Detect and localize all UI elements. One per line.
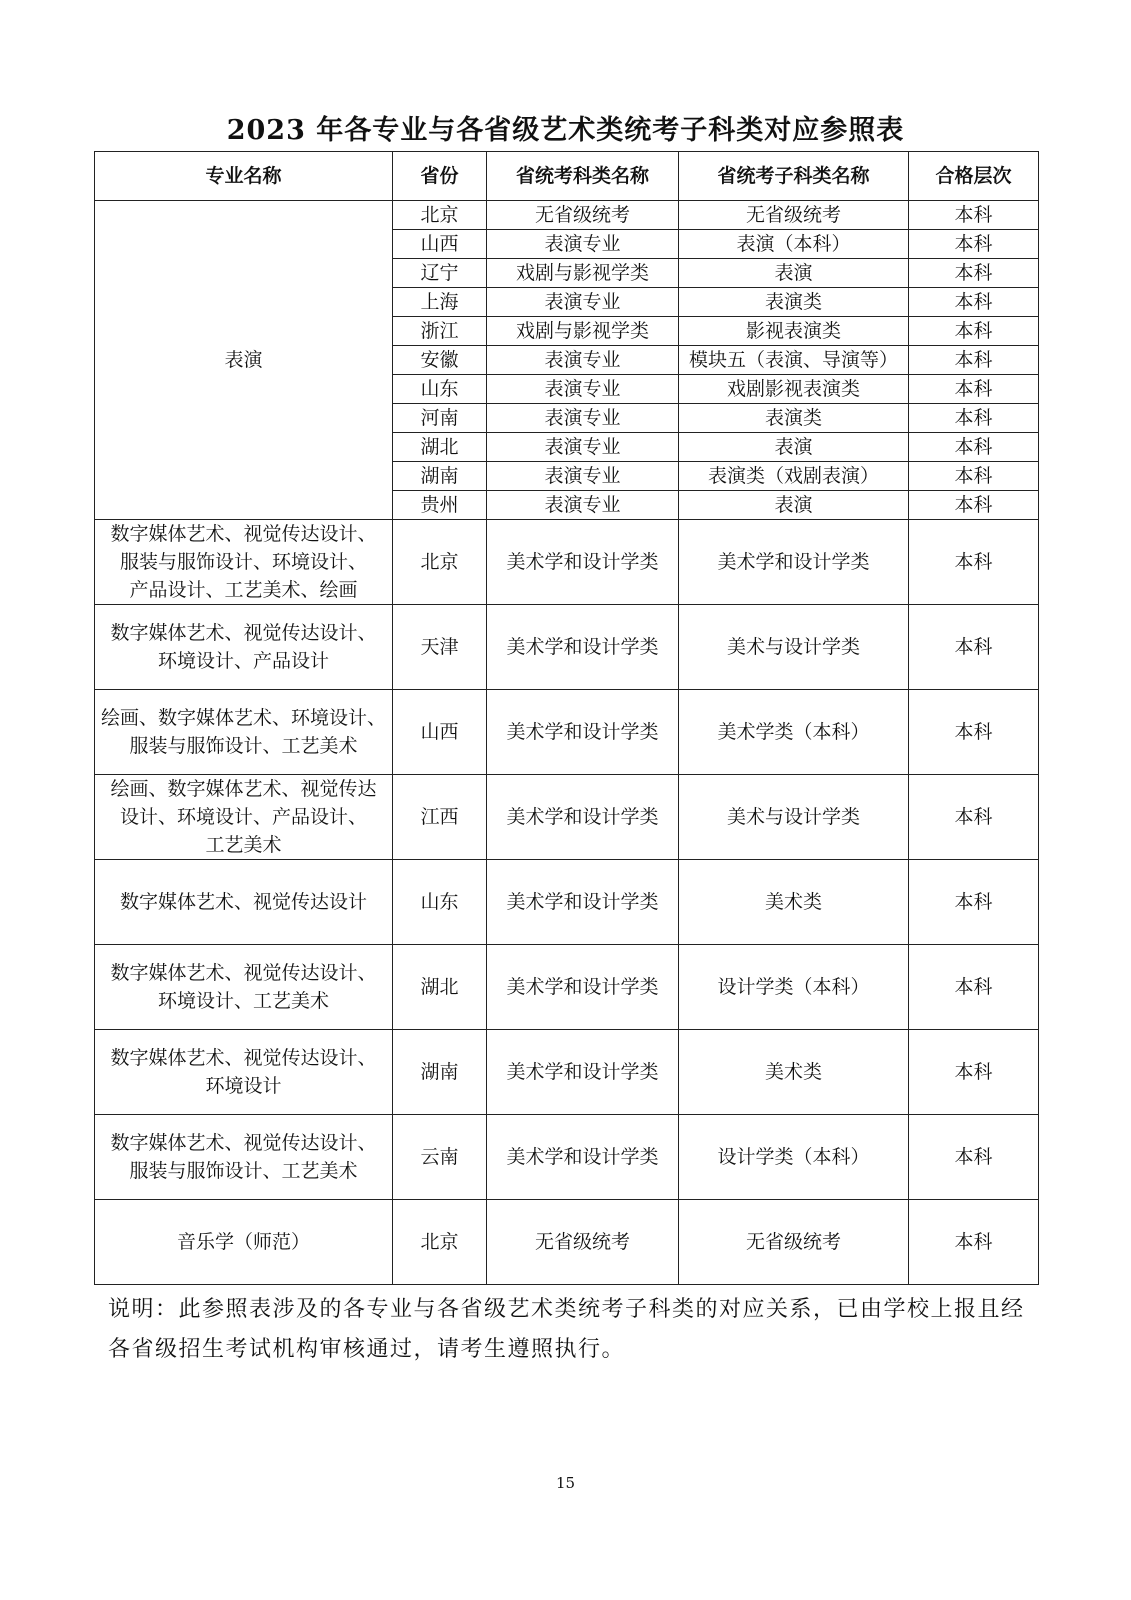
table-row [95,945,1039,1030]
major-line: 音乐学（师范） [176,1231,310,1253]
level-cell: 本科 [909,288,1039,317]
major-line: 产品设计、工艺美术、绘画 [129,579,358,601]
table-row [95,201,1039,230]
major-line: 服装与服饰设计、工艺美术 [129,1160,358,1182]
table-row [95,1200,1039,1285]
category-cell: 表演专业 [487,462,679,491]
subcategory-cell: 设计学类（本科） [679,1115,909,1200]
major-line: 环境设计、工艺美术 [157,990,329,1012]
major-cell [95,775,393,860]
subcategory-cell: 美术与设计学类 [679,605,909,690]
category-cell: 表演专业 [487,433,679,462]
page-number: 15 [555,1474,576,1492]
province-cell: 北京 [393,1200,487,1285]
level-cell: 本科 [909,404,1039,433]
table-row [95,605,1039,690]
province-cell: 北京 [393,520,487,605]
province-cell: 天津 [393,605,487,690]
province-cell: 山东 [393,860,487,945]
page-title: 2023 年各专业与各省级艺术类统考子科类对应参照表 [226,115,905,146]
category-cell: 美术学和设计学类 [487,945,679,1030]
table-row [95,520,1039,605]
subcategory-cell: 美术学类（本科） [679,690,909,775]
major-line: 数字媒体艺术、视觉传达设计、 [110,1132,377,1154]
province-cell: 湖南 [393,462,487,491]
subcategory-cell: 表演（本科） [679,230,909,259]
table-row [95,1115,1039,1200]
level-cell: 本科 [909,775,1039,860]
category-cell: 表演专业 [487,288,679,317]
major-line: 环境设计、产品设计 [157,650,329,672]
major-line: 数字媒体艺术、视觉传达设计、 [110,962,377,984]
header-major: 专业名称 [95,152,393,201]
major-line: 数字媒体艺术、视觉传达设计、 [110,622,377,644]
major-line: 绘画、数字媒体艺术、视觉传达 [110,778,377,800]
subcategory-cell: 表演类（戏剧表演） [679,462,909,491]
province-cell: 贵州 [393,491,487,520]
subcategory-cell: 表演 [679,491,909,520]
subcategory-cell: 表演类 [679,288,909,317]
major-line: 环境设计 [205,1075,282,1097]
subcategory-cell: 无省级统考 [679,201,909,230]
header-category: 省统考科类名称 [487,152,679,201]
province-cell: 北京 [393,201,487,230]
category-cell: 表演专业 [487,346,679,375]
province-cell: 辽宁 [393,259,487,288]
major-cell [95,520,393,605]
major-line: 设计、环境设计、产品设计、 [119,806,367,828]
level-cell: 本科 [909,1115,1039,1200]
subcategory-cell: 表演 [679,433,909,462]
category-cell: 美术学和设计学类 [487,520,679,605]
major-cell [95,1115,393,1200]
category-cell: 美术学和设计学类 [487,860,679,945]
province-cell: 上海 [393,288,487,317]
level-cell: 本科 [909,1030,1039,1115]
level-cell: 本科 [909,375,1039,404]
category-cell: 戏剧与影视学类 [487,317,679,346]
major-line: 数字媒体艺术、视觉传达设计、 [110,523,377,545]
level-cell: 本科 [909,230,1039,259]
level-cell: 本科 [909,1200,1039,1285]
level-cell: 本科 [909,346,1039,375]
major-cell [95,605,393,690]
level-cell: 本科 [909,433,1039,462]
subcategory-cell: 表演类 [679,404,909,433]
major-line: 数字媒体艺术、视觉传达设计 [119,891,367,913]
level-cell: 本科 [909,605,1039,690]
province-cell: 安徽 [393,346,487,375]
table-row [95,860,1039,945]
province-cell: 湖北 [393,433,487,462]
province-cell: 云南 [393,1115,487,1200]
level-cell: 本科 [909,690,1039,775]
subcategory-cell: 戏剧影视表演类 [679,375,909,404]
level-cell: 本科 [909,317,1039,346]
province-cell: 湖北 [393,945,487,1030]
header-row [95,152,1039,201]
table-row [95,1030,1039,1115]
header-level: 合格层次 [909,152,1039,201]
category-cell: 表演专业 [487,491,679,520]
level-cell: 本科 [909,462,1039,491]
province-cell: 山西 [393,230,487,259]
major-cell [95,945,393,1030]
explanatory-note: 说明：此参照表涉及的各专业与各省级艺术类统考子科类的对应关系，已由学校上报且经各省级招生考试机构审核通过，请考生遵照执行。 [108,1297,1025,1362]
level-cell: 本科 [909,520,1039,605]
subcategory-cell: 美术与设计学类 [679,775,909,860]
level-cell: 本科 [909,491,1039,520]
major-cell: 表演 [95,201,393,520]
subcategory-cell: 美术类 [679,860,909,945]
category-cell: 表演专业 [487,404,679,433]
major-line: 工艺美术 [205,834,282,856]
major-cell [95,1030,393,1115]
province-cell: 河南 [393,404,487,433]
category-cell: 美术学和设计学类 [487,690,679,775]
province-cell: 山西 [393,690,487,775]
province-cell: 湖南 [393,1030,487,1115]
subcategory-cell: 设计学类（本科） [679,945,909,1030]
level-cell: 本科 [909,860,1039,945]
category-cell: 美术学和设计学类 [487,1030,679,1115]
category-cell: 无省级统考 [487,1200,679,1285]
category-cell: 美术学和设计学类 [487,1115,679,1200]
level-cell: 本科 [909,259,1039,288]
major-cell [95,690,393,775]
major-cell [95,1200,393,1285]
category-cell: 美术学和设计学类 [487,605,679,690]
table-row [95,775,1039,860]
subcategory-cell: 无省级统考 [679,1200,909,1285]
subcategory-cell: 表演 [679,259,909,288]
level-cell: 本科 [909,201,1039,230]
major-line: 服装与服饰设计、工艺美术 [129,735,358,757]
major-line: 绘画、数字媒体艺术、环境设计、 [100,707,386,729]
header-province: 省份 [393,152,487,201]
category-cell: 无省级统考 [487,201,679,230]
subcategory-cell: 美术类 [679,1030,909,1115]
province-cell: 山东 [393,375,487,404]
subcategory-cell: 影视表演类 [679,317,909,346]
table-row [95,690,1039,775]
subcategory-cell: 美术学和设计学类 [679,520,909,605]
province-cell: 浙江 [393,317,487,346]
level-cell: 本科 [909,945,1039,1030]
category-cell: 表演专业 [487,230,679,259]
subcategory-cell: 模块五（表演、导演等） [679,346,909,375]
header-subcategory: 省统考子科类名称 [679,152,909,201]
category-cell: 表演专业 [487,375,679,404]
category-cell: 美术学和设计学类 [487,775,679,860]
reference-table [94,151,1039,1285]
province-cell: 江西 [393,775,487,860]
category-cell: 戏剧与影视学类 [487,259,679,288]
major-cell [95,860,393,945]
major-line: 服装与服饰设计、环境设计、 [119,551,367,573]
major-line: 数字媒体艺术、视觉传达设计、 [110,1047,377,1069]
